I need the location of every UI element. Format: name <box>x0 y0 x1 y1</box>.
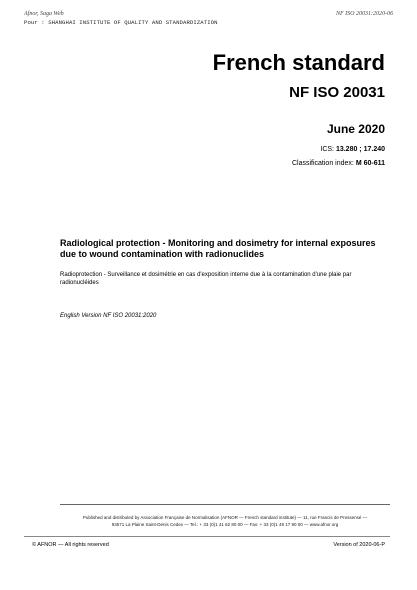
classification-line <box>292 160 385 167</box>
ics-label: ICS: <box>320 146 334 153</box>
copyright-notice: © AFNOR — All rights reserved <box>32 542 109 548</box>
publisher-line-1: Published and distributed by Association Française de Normalisation (AFNOR — French standard institute) — 11, rue Francis de Pressensé — <box>82 515 368 520</box>
standard-code: NF ISO 20031 <box>289 84 385 101</box>
publisher-line-2: 93571 La Plaine Saint-Denis Cedex — Tel.: + 33 (0)1 41 62 80 00 — Fax: + 33 (0)1 49 17 90 00 — www.afnor.org <box>111 522 339 527</box>
classification-value: M 60-611 <box>355 160 385 167</box>
document-title-english: Radiological protection - Monitoring and dosimetry for internal exposures due to wound contamination with radionuclides <box>60 238 376 259</box>
ics-value: 13.280 ; 17.240 <box>335 146 385 153</box>
version-label: Version of 2020-06-P <box>333 542 385 548</box>
publication-date: June 2020 <box>326 122 385 136</box>
header-doc-ref: NF ISO 20031:2020-06 <box>336 11 393 17</box>
bottom-divider <box>24 536 390 537</box>
english-version-note: English Version NF ISO 20031:2020 <box>60 313 157 319</box>
classification-label: Classification index: <box>291 160 354 167</box>
footer-divider <box>60 504 390 505</box>
header-licensee: Pour : SHANGHAI INSTITUTE OF QUALITY AND STANDARDIZATION <box>24 19 218 26</box>
document-title-french: Radioprotection - Surveillance et dosimétrie en cas d'exposition interne due à la contamination d'une plaie par radionucléides <box>60 272 352 286</box>
publisher-info <box>60 514 390 528</box>
standard-type-title: French standard <box>212 50 385 75</box>
ics-line <box>320 146 385 153</box>
header-source: Afnor, Saga Web <box>24 11 64 17</box>
